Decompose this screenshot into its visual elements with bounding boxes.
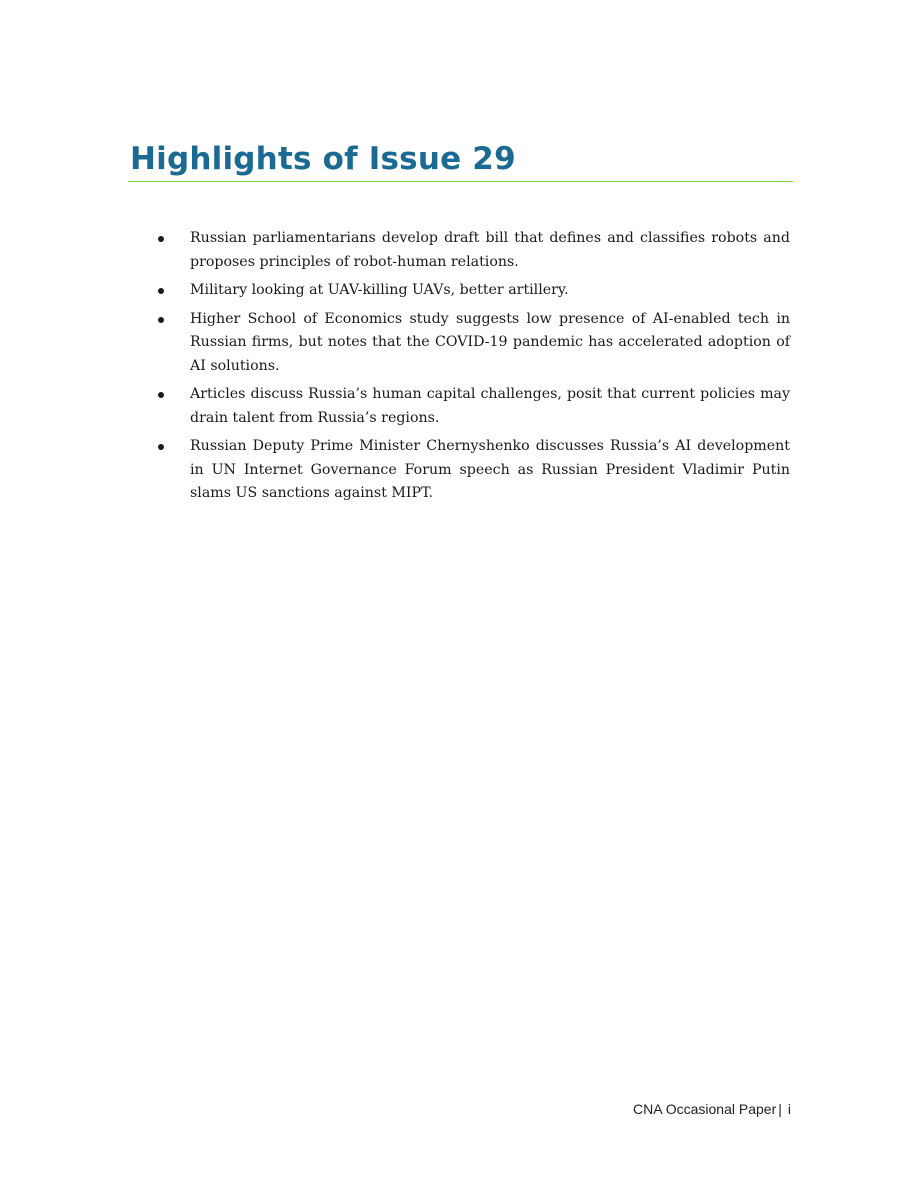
bullet-icon: [158, 444, 164, 450]
footer-separator: |: [778, 1101, 782, 1117]
list-item-text: Articles discuss Russia’s human capital challenges, posit that current policies may drain talent from Russia’s regions.: [190, 386, 790, 426]
bullet-icon: [158, 236, 164, 242]
heading-underline: [128, 181, 793, 182]
list-item: [190, 383, 790, 430]
list-item: [190, 227, 790, 274]
list-item: [190, 279, 790, 303]
highlights-list: [190, 227, 790, 511]
bullet-icon: [158, 288, 164, 294]
footer-page-number: i: [787, 1101, 791, 1117]
bullet-icon: [158, 317, 164, 323]
list-item-text: Higher School of Economics study suggests low presence of AI-enabled tech in Russian firms, but notes that the COVID-19 pandemic has accelerated adoption of AI solutions.: [190, 310, 790, 374]
bullet-icon: [158, 392, 164, 398]
footer-publication: CNA Occasional Paper: [633, 1101, 777, 1117]
page-footer: [633, 1099, 791, 1119]
list-item: [190, 308, 790, 379]
list-item-text: Military looking at UAV-killing UAVs, better artillery.: [190, 282, 569, 298]
list-item: [190, 435, 790, 506]
page-heading: Highlights of Issue 29: [130, 141, 516, 177]
list-item-text: Russian Deputy Prime Minister Chernyshenko discusses Russia’s AI development in UN Internet Governance Forum speech as Russian President Vladimir Putin slams US sanctions against MIPT.: [190, 438, 790, 501]
list-item-text: Russian parliamentarians develop draft bill that defines and classifies robots and proposes principles of robot-human relations.: [190, 230, 790, 270]
